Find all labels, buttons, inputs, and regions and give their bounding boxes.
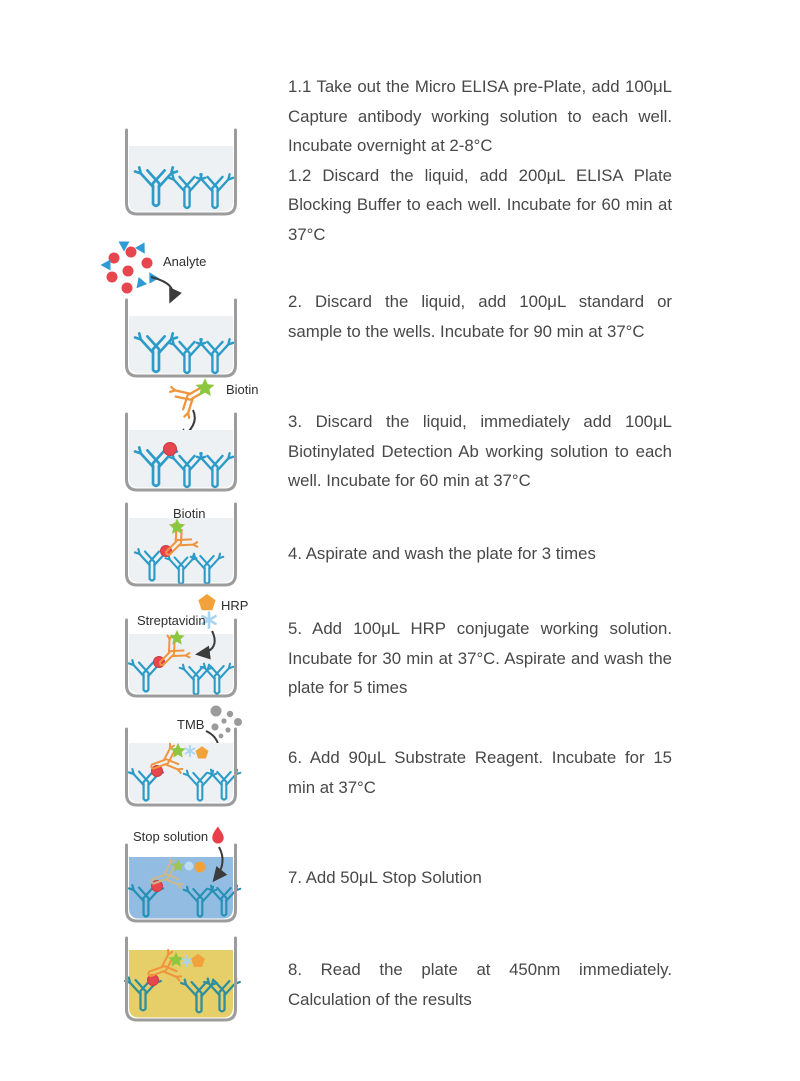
step-2-paragraph: 2. Discard the liquid, add 100μL standard or sample to the wells. Incubate for 90 min at 37°C bbox=[288, 292, 672, 341]
step-1-paragraph-2: 1.2 Discard the liquid, add 200μL ELISA Plate Blocking Buffer to each well. Incubate for 60 min at 37°C bbox=[288, 165, 672, 244]
analyte-label: Analyte bbox=[163, 254, 207, 269]
biotin-label: Biotin bbox=[226, 382, 259, 397]
step-4-paragraph: 4. Aspirate and wash the plate for 3 times bbox=[288, 544, 596, 563]
step-1-paragraph-1: 1.1 Take out the Micro ELISA pre-Plate, add 100μL Capture antibody working solution to each well. Incubate overnight at 2-8°C bbox=[288, 77, 672, 156]
step-1-text bbox=[288, 72, 672, 250]
step-3-paragraph: 3. Discard the liquid, immediately add 100μL Biotinylated Detection Ab working solution to each well. Incubate for 60 min at 37°C bbox=[288, 412, 672, 491]
step-7-text bbox=[288, 863, 672, 893]
stop-solution-label: Stop solution bbox=[133, 829, 209, 844]
step-7-paragraph: 7. Add 50μL Stop Solution bbox=[288, 868, 482, 887]
hrp-label: HRP bbox=[221, 598, 249, 613]
step-5-text bbox=[288, 614, 672, 703]
streptavidin-label: Streptavidin bbox=[137, 613, 206, 628]
step-8-text bbox=[288, 955, 672, 1014]
biotin-label: Biotin bbox=[173, 506, 206, 521]
step-8-paragraph: 8. Read the plate at 450nm immediately. Calculation of the results bbox=[288, 960, 672, 1009]
step-5-paragraph: 5. Add 100μL HRP conjugate working solution. Incubate for 30 min at 37°C. Aspirate and wash the plate for 5 times bbox=[288, 619, 672, 698]
step-6-text bbox=[288, 743, 672, 802]
step-4-text bbox=[288, 539, 672, 569]
step-2-text bbox=[288, 287, 672, 346]
tmb-label: TMB bbox=[177, 717, 205, 732]
step-6-paragraph: 6. Add 90μL Substrate Reagent. Incubate for 15 min at 37°C bbox=[288, 748, 672, 797]
step-3-text bbox=[288, 407, 672, 496]
